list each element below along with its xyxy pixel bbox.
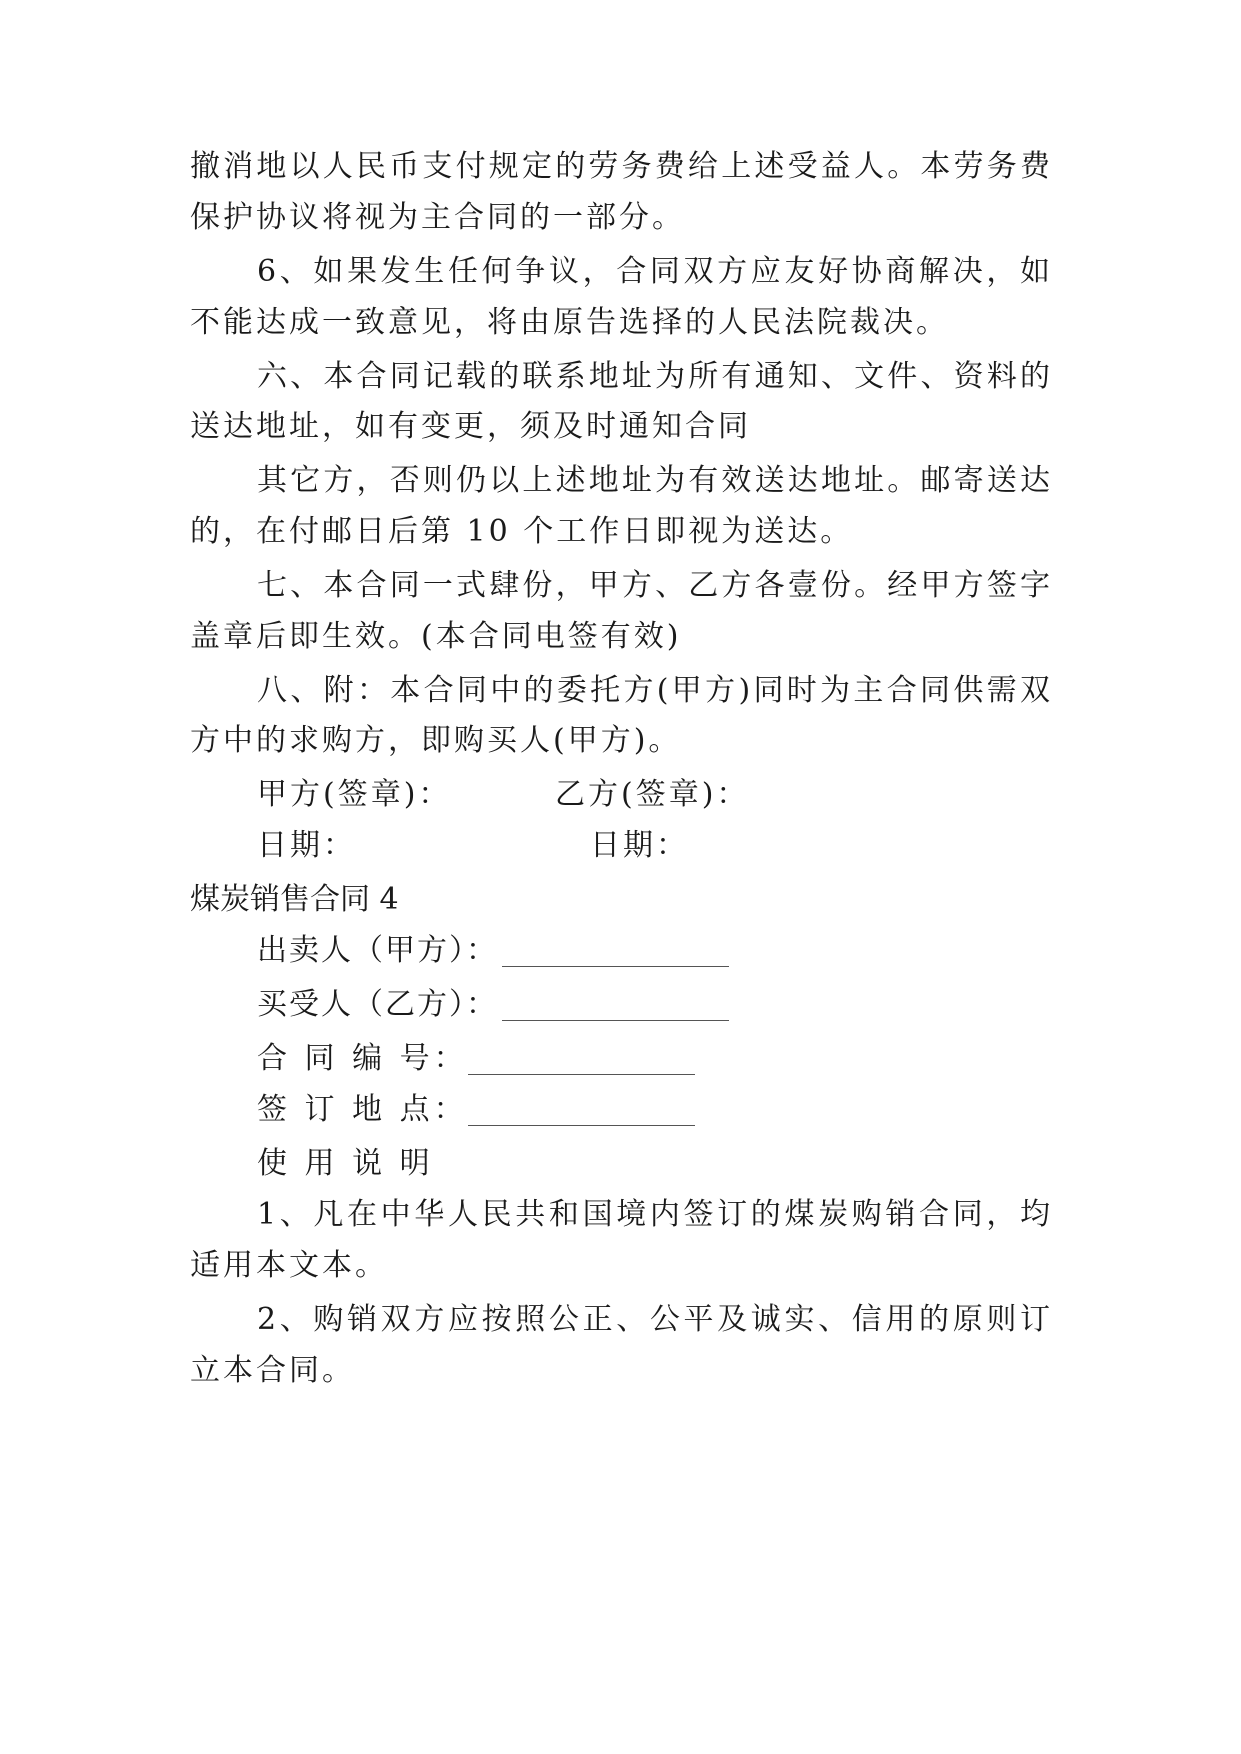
date-party-a: 日期： xyxy=(257,828,356,863)
place-field-blank xyxy=(468,1125,695,1126)
paragraph-line: 2、购销双方应按照公正、公平及诚实、信用的原则订 xyxy=(257,1302,1050,1337)
contract-no-field-label: 合 同 编 号： xyxy=(257,1041,468,1076)
paragraph-line: 不能达成一致意见，将由原告选择的人民法院裁决。 xyxy=(190,305,949,340)
paragraph-line: 6、如果发生任何争议，合同双方应友好协商解决，如 xyxy=(257,254,1050,289)
paragraph-line: 其它方，否则仍以上述地址为有效送达地址。邮寄送达 xyxy=(257,463,1050,498)
buyer-field-blank xyxy=(502,1020,729,1021)
paragraph-line: 适用本文本。 xyxy=(190,1248,388,1283)
paragraph-line: 六、本合同记载的联系地址为所有通知、文件、资料的 xyxy=(257,359,1050,394)
contract-no-field-blank xyxy=(468,1074,695,1075)
date-party-b: 日期： xyxy=(590,828,689,863)
signature-party-a: 甲方(签章)： xyxy=(257,777,452,812)
buyer-field-label: 买受人（乙方）： xyxy=(257,987,498,1022)
paragraph-line: 立本合同。 xyxy=(190,1353,355,1388)
paragraph-line: 保护协议将视为主合同的一部分。 xyxy=(190,200,685,235)
paragraph-line: 七、本合同一式肆份，甲方、乙方各壹份。经甲方签字 xyxy=(257,568,1050,603)
place-field-label: 签 订 地 点： xyxy=(257,1092,468,1127)
paragraph-line: 撤消地以人民币支付规定的劳务费给上述受益人。本劳务费 xyxy=(190,149,1050,184)
paragraph-line: 的，在付邮日后第 10 个工作日即视为送达。 xyxy=(190,514,854,549)
paragraph-line: 送达地址，如有变更，须及时通知合同 xyxy=(190,409,751,444)
paragraph-line: 八、附：本合同中的委托方(甲方)同时为主合同供需双 xyxy=(257,673,1050,708)
signature-party-b: 乙方(签章)： xyxy=(555,777,750,812)
section-title: 煤炭销售合同 4 xyxy=(190,882,399,917)
instructions-title: 使 用 说 明 xyxy=(257,1146,434,1181)
paragraph-line: 1、凡在中华人民共和国境内签订的煤炭购销合同，均 xyxy=(257,1197,1050,1232)
seller-field-label: 出卖人（甲方）： xyxy=(257,933,498,968)
seller-field-blank xyxy=(502,966,729,967)
paragraph-line: 盖章后即生效。(本合同电签有效) xyxy=(190,619,682,654)
paragraph-line: 方中的求购方，即购买人(甲方)。 xyxy=(190,723,682,758)
